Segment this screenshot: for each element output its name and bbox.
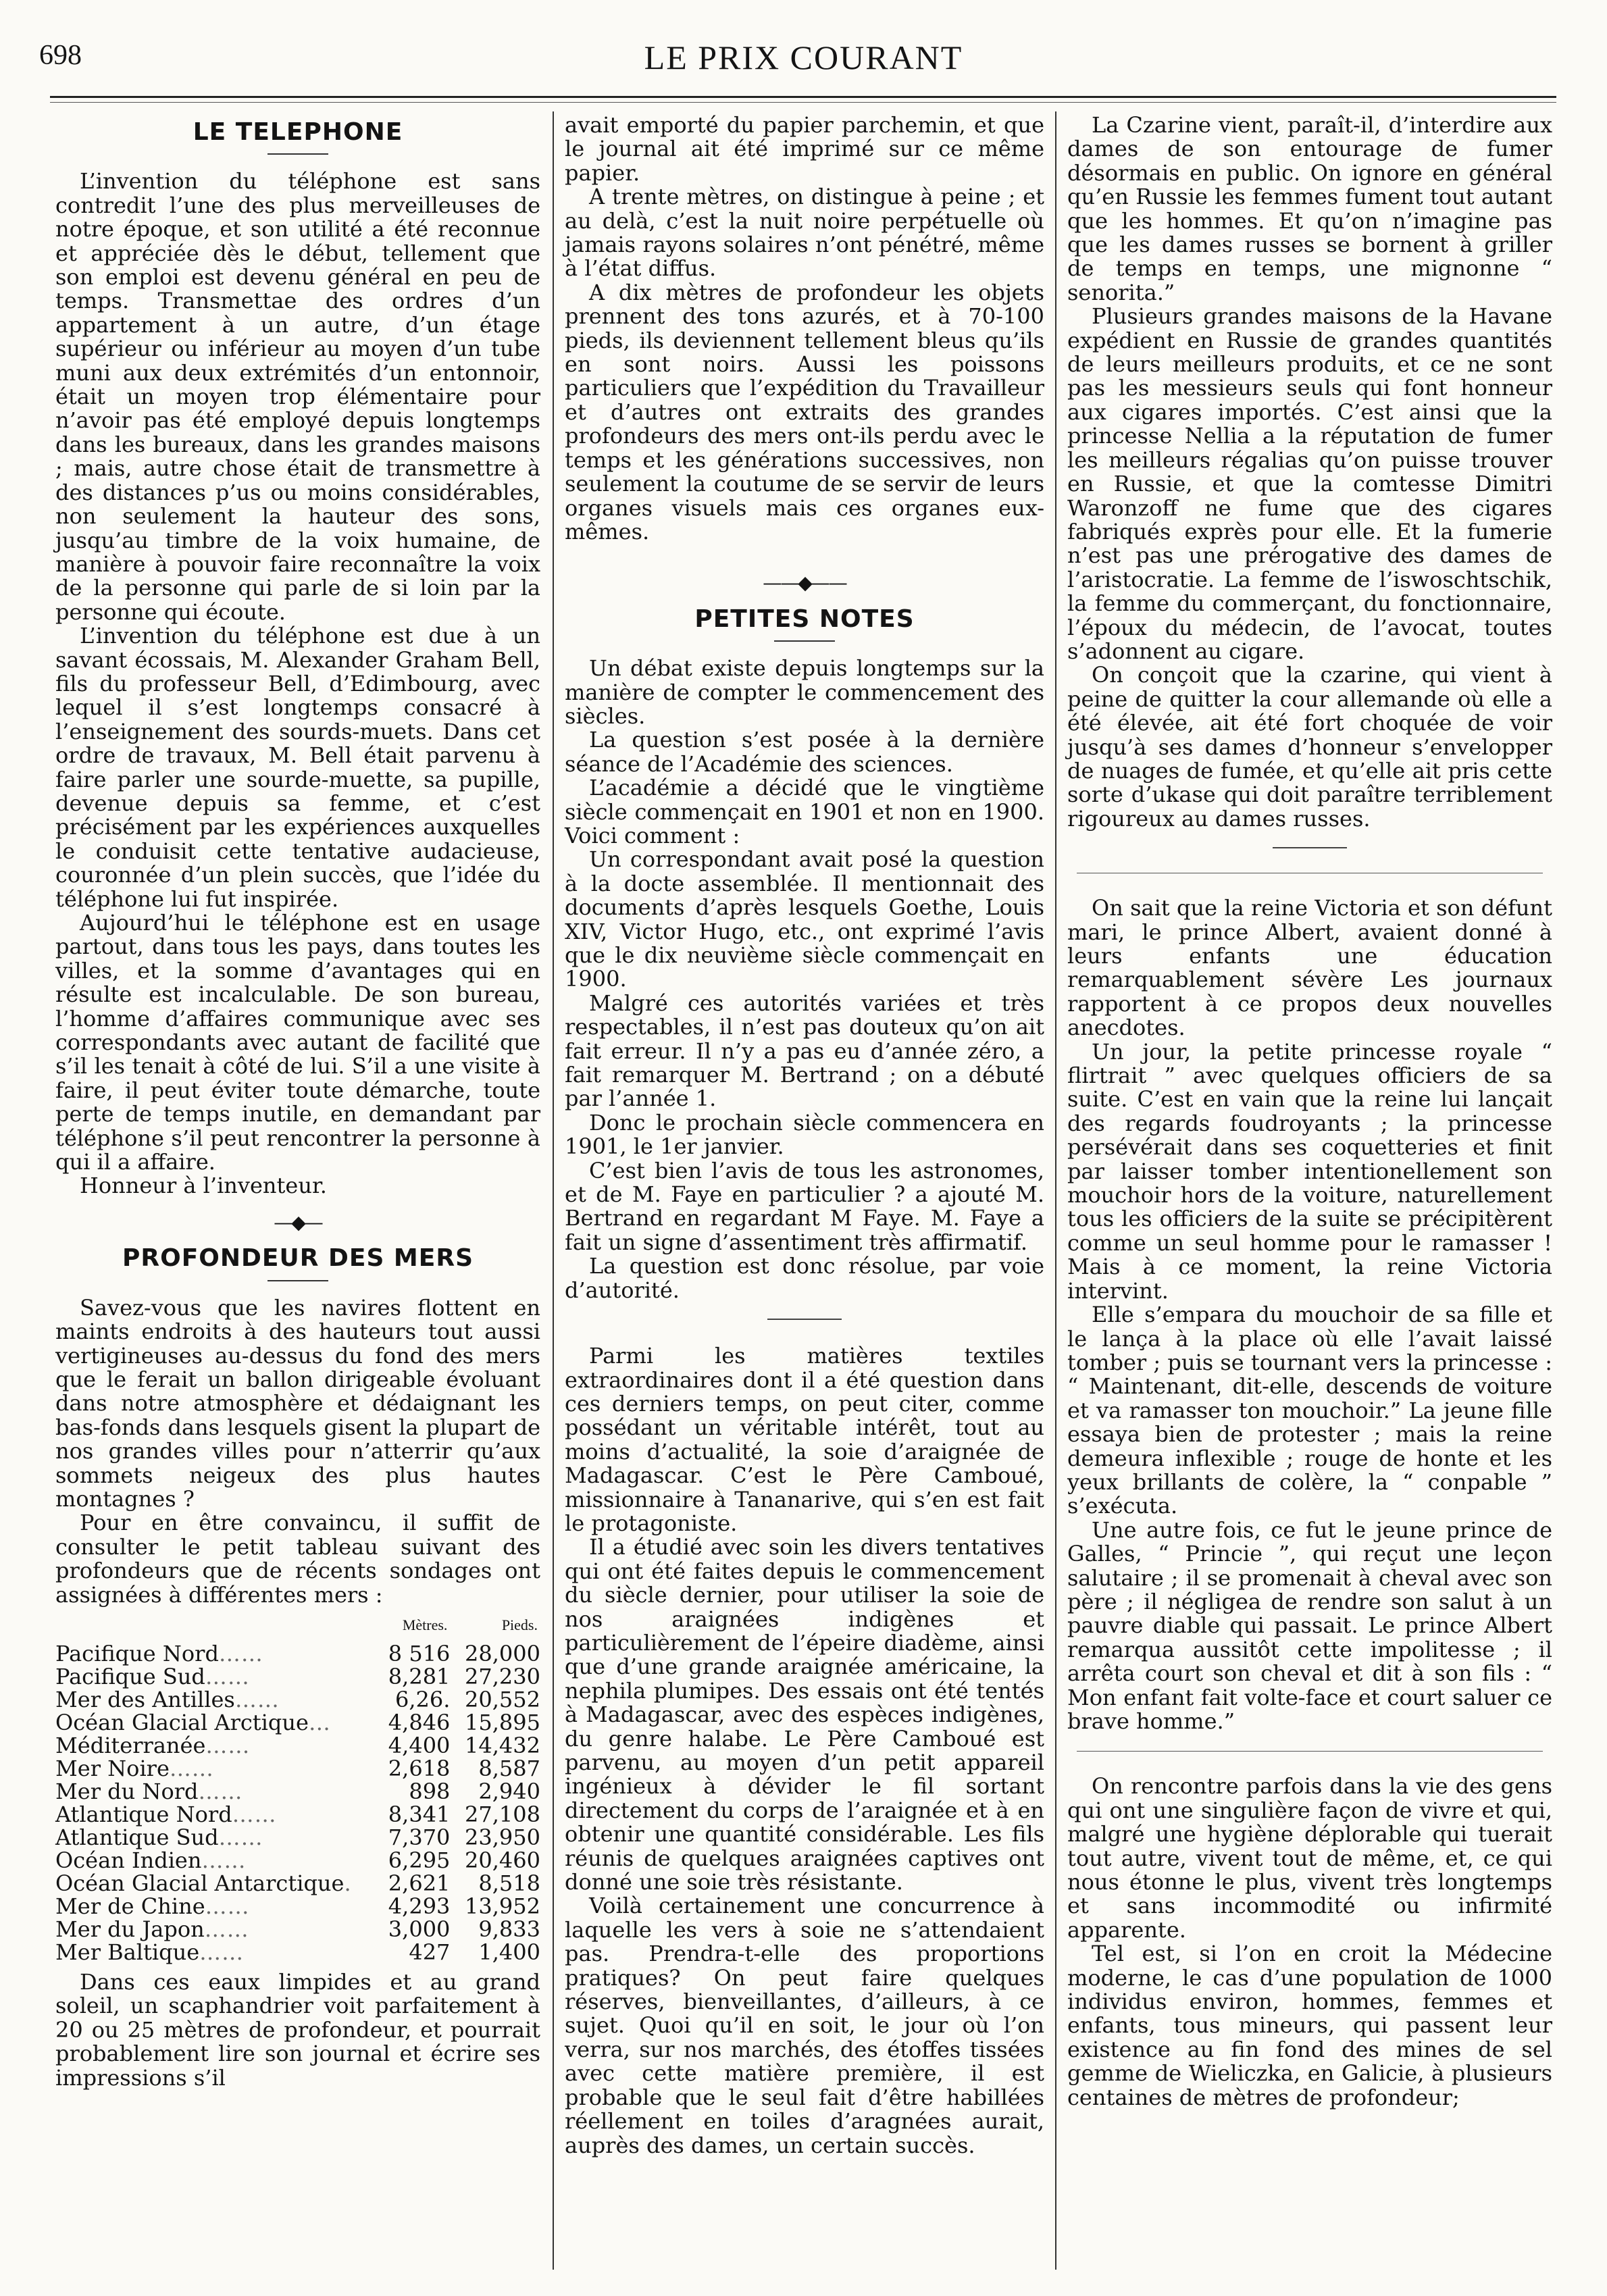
page-title: LE PRIX COURANT [644,39,963,76]
metres-value: 3,000 [388,1916,451,1942]
paragraph: Un jour, la petite princesse royale “ flirtrait ” avec quelques officiers de sa suite. C’est en vain que la reine lui lançait des regards foudroyants ; la princesse persévérait dans ses coquetteries et finit par laisser tomber intentionellement son mouchoir hors de la voiture, naturellement tous les officiers de la suite se précipitèrent comme un seul homme pour le ramasser ! Mais à ce moment, la reine Victoria intervint. [1067,1038,1552,1304]
pieds-value: 13,952 [465,1893,540,1919]
paragraph: Aujourd’hui le téléphone est en usage partout, dans tous les pays, dans toutes les villes, et la somme d’avantages qui en résulte est incalculable. De son bureau, l’homme d’affaires communique avec ses correspondants avec autant de facilité que s’il les tenait à côté de lui. S’il a une visite à faire, il peut éviter toute démarche, toute perte de temps inutile, en demandant par téléphone s’il peut rencontrer la personne à qui il a affaire. [55,910,540,1175]
header-rule [50,96,1556,98]
table-row: Méditerranée…… 4,400 14,432 [55,1732,540,1758]
column-header-pieds: Pieds. [501,1616,538,1633]
sea-name: Pacifique Nord [55,1640,219,1666]
metres-value: 4,400 [388,1732,451,1758]
sea-name: Océan Glacial Antarctique [55,1870,345,1896]
paragraph: Donc le prochain siècle commencera en 1901, le 1er janvier. [565,1109,1044,1160]
pieds-value: 8,587 [478,1755,540,1781]
sea-name: Mer des Antilles [55,1686,235,1712]
sea-name: Mer Baltique [55,1939,200,1965]
heading-dash [774,640,835,642]
sea-name: Méditerranée [55,1732,206,1758]
sea-name: Atlantique Sud [55,1824,219,1850]
section-rule [1077,1751,1542,1752]
heading-dash [267,1280,328,1281]
paragraph: Une autre fois, ce fut le jeune prince de Galles, “ Princie ”, qui reçut une leçon salutaire ; il se promenait à cheval avec son père ; il négligea de rendre son salut à un pauvre diable qui passait. Le prince Albert remarqua aussitôt cette impolitesse ; il arrêta court son cheval et dit à son fils : “ Mon enfant fait volte-face et court saluer ce brave homme.” [1067,1516,1552,1734]
metres-value: 4,846 [388,1709,451,1735]
paragraph: Tel est, si l’on en croit la Médecine moderne, le cas d’une population de 1000 individus environ, hommes, femmes et enfants, tous mineurs, qui passent leur existence au fin fond des mines de sel gemme de Wieliczka, en Galicie, à plusieurs centaines de mètres de profondeur; [1067,1941,1552,2110]
metres-value: 427 [409,1939,451,1965]
page-number: 698 [39,40,82,71]
paragraph: L’académie a décidé que le vingtième siècle commençait en 1901 et non en 1900. Voici comment : [565,775,1044,848]
paragraph: On sait que la reine Victoria et son défunt mari, le prince Albert, avaient donné à leurs enfants une éducation remarquablement sévère Les journaux rapportent à ce propos deux nouvelles anecdotes. [1067,895,1552,1041]
metres-value: 8,281 [388,1663,451,1689]
table-row: Atlantique Nord…… 8,341 27,108 [55,1801,540,1827]
metres-value: 7,370 [388,1824,451,1850]
section-heading-telephone: LE TELEPHONE [193,118,403,146]
paragraph: Honneur à l’inventeur. [80,1173,327,1199]
table-row: Pacifique Nord…… 8 516 28,000 [55,1640,540,1666]
ornament-separator: —◆— [274,1210,322,1233]
pieds-value: 9,833 [478,1916,540,1942]
paragraph: On conçoit que la czarine, qui vient à peine de quitter la cour allemande où elle a été élevée, ait été fort choquée de voir jusqu’à ses dames d’honneur s’envelopper de nuages de fumée, et qu’elle ait pris cette sorte d’ukase qui doit paraître terriblement rigoureux au dames russes. [1067,662,1552,832]
paragraph: Un correspondant avait posé la question à la docte assemblée. Il mentionnait des documents d’après lesquels Goethe, Louis XIV, Victor Hugo, etc., ont exprimé l’avis que le dix neuvième siècle commençait en 1900. [565,846,1044,992]
metres-value: 6,295 [388,1847,451,1873]
column-2 [565,113,1044,2158]
pieds-value: 28,000 [465,1640,540,1666]
paragraph: Un débat existe depuis longtemps sur la manière de compter le commencement des siècles. [565,655,1044,729]
paragraph: A dix mètres de profondeur les objets prennent des tons azurés, et à 70-100 pieds, ils deviennent tellement bleus qu’ils en sont noirs. Aussi les poissons particuliers que l’expédition du Travailleur et d’autres ont extraits des grandes profondeurs des mers ont-ils perdu avec le temps et les générations successives, non seulement la coutume de se servir de leurs organes visuels mais ces organes eux-mêmes. [565,279,1044,544]
pieds-value: 2,940 [478,1778,540,1804]
paragraph: Parmi les matières textiles extraordinaires dont il a été question dans ces derniers temps, on peut citer, comme possédant un véritable intérêt, tout au moins d’actualité, la soie d’araignée de Madagascar. C’est le Père Camboué, missionnaire à Tananarive, qui s’en est fait le protagoniste. [565,1343,1044,1536]
column-divider [1055,111,1056,2270]
pieds-value: 23,950 [465,1824,540,1850]
paragraph: La question est donc résolue, par voie d’autorité. [565,1253,1044,1303]
paragraph: La Czarine vient, paraît-il, d’interdire aux dames de son entourage de fumer désormais en public. On ignore en général qu’en Russie les femmes fument tout autant que les hommes. Et qu’on n’imagine pas que les dames russes se bornent à griller de temps en temps, une mignonne “ senorita.” [1067,112,1552,305]
sea-name: Océan Glacial Arctique [55,1709,309,1735]
pieds-value: 20,552 [465,1686,540,1712]
sea-name: Mer du Japon [55,1916,205,1942]
paragraph: Dans ces eaux limpides et au grand soleil, un scaphandrier voit parfaitement à 20 ou 25 mètres de profondeur, et pourrait probablement lire son journal et écrire ses impressions s’il [55,1968,540,2091]
pieds-value: 15,895 [465,1709,540,1735]
pieds-value: 20,460 [465,1847,540,1873]
paragraph: L’invention du téléphone est sans contredit l’une des plus merveilleuses de notre époque, et son utilité a été reconnue et appréciée dès le début, tellement que son emploi est devenu général en peu de temps. Transmettae des ordres d’un appartement à un autre, d’un étage supérieur ou inférieur au moyen d’un tube muni aux deux extrémités d’un entonnoir, était un moyen trop élémentaire pour n’avoir pas été employé depuis longtemps dans les bureaux, dans les grandes maisons ; mais, autre chose était de transmettre à des distances p’us ou moins considérables, non seulement la hauteur des sons, jusqu’au timbre de la voix humaine, de manière à pouvoir faire reconnaître la voix de la personne qui parle de si loin par la personne qui écoute. [55,168,540,625]
section-separator [767,1319,842,1320]
depth-table [55,1610,540,1964]
section-separator [1273,847,1347,848]
paragraph: Pour en être convaincu, il suffit de consulter le petit tableau suivant des profondeurs que de récents sondages ont assignées à différentes mers : [55,1510,540,1608]
paragraph: Savez-vous que les navires flottent en maints endroits à des hauteurs tout aussi vertigineuses au-dessus du fond des mers que le ferait un ballon dirigeable évoluant dans notre atmosphère et dédaignant les bas-fonds dans lesquels gisent la plupart de nos grandes villes pour n’atterrir qu’aux sommets neigeux des plus hautes montagnes ? [55,1294,540,1512]
column-header-metres: Mètres. [402,1616,448,1633]
sea-name: Océan Indien [55,1847,202,1873]
table-row: Océan Glacial Arctique… 4,846 15,895 [55,1709,540,1735]
column-divider [553,111,554,2270]
pieds-value: 8,518 [478,1870,540,1896]
sea-name: Pacifique Sud [55,1663,205,1689]
metres-value: 8,341 [388,1801,451,1827]
section-heading-profondeur: PROFONDEUR DES MERS [122,1244,474,1273]
table-row: Mer du Nord…… 898 2,940 [55,1778,540,1804]
metres-value: 2,621 [388,1870,451,1896]
metres-value: 6,26. [394,1686,451,1712]
table-header-row [55,1610,540,1642]
table-row: Pacifique Sud…… 8,281 27,230 [55,1663,540,1689]
header-rule-thin [50,102,1556,103]
table-row: Océan Indien…… 6,295 20,460 [55,1847,540,1873]
table-row: Mer Baltique…… 427 1,400 [55,1939,540,1965]
paragraph: avait emporté du papier parchemin, et que le journal ait été imprimé sur ce même papier. [565,112,1044,186]
paragraph: Malgré ces autorités variées et très respectables, il n’est pas douteux qu’on ait fait erreur. Il n’y a pas eu d’année zéro, a fait remarquer M. Bertrand ; on a débuté par l’année 1. [565,990,1044,1112]
paragraph: On rencontre parfois dans la vie des gens qui ont une singulière façon de vivre et qui, malgré une hygiène déplorable qui tuerait tout autre, vivent tout de même, et, ce qui nous étonne le plus, vivent très longtemps et sans incommodité ou infirmité apparente. [1067,1773,1552,1943]
pieds-value: 27,230 [465,1663,540,1689]
paragraph: L’invention du téléphone est due à un savant écossais, M. Alexander Graham Bell, fils du professeur Bell, d’Edimbourg, avec lequel il s’est longtemps consacré à l’enseignement des sourds-muets. Dans cet ordre de travaux, M. Bell était parvenu à faire parler une sourde-muette, sa pupille, devenue depuis sa femme, et c’est précisément par les expériences auxquelles le conduisit cette tentative audacieuse, couronnée d’un plein succès, que l’idée du téléphone lui fut inspirée. [55,623,540,912]
metres-value: 8 516 [388,1640,451,1666]
pieds-value: 14,432 [465,1732,540,1758]
paragraph: Elle s’empara du mouchoir de sa fille et le lança à la place où elle l’avait laissé tomber ; puis se tournant vers la princesse : “ Maintenant, dit-elle, descends de voiture et va ramasser ton mouchoir.” La jeune fille essaya bien de protester ; mais la reine demeura inflexible ; rouge de honte et les yeux brillants de colère, la “ conpable ” s’exécuta. [1067,1302,1552,1519]
pieds-value: 27,108 [465,1801,540,1827]
table-row: Mer Noire…… 2,618 8,587 [55,1755,540,1781]
metres-value: 4,293 [388,1893,451,1919]
table-row: Atlantique Sud…… 7,370 23,950 [55,1824,540,1850]
sea-name: Mer de Chine [55,1893,205,1919]
pieds-value: 1,400 [478,1939,540,1965]
paragraph: C’est bien l’avis de tous les astronomes, et de M. Faye en particulier ? a ajouté M. Bertrand en regardant M Faye. M. Faye a fait un signe d’assentiment très affirmatif. [565,1157,1044,1255]
table-row: Mer du Japon…… 3,000 9,833 [55,1916,540,1942]
column-3 [1067,113,1552,2110]
sea-name: Mer du Nord [55,1778,199,1804]
paragraph: La question s’est posée à la dernière séance de l’Académie des sciences. [565,727,1044,777]
ornament-separator: ——◆—— [763,571,846,594]
metres-value: 898 [409,1778,451,1804]
metres-value: 2,618 [388,1755,451,1781]
paragraph: Voilà certainement une concurrence à laquelle les vers à soie ne s’attendaient pas. Prendra-t-elle des proportions pratiques? On peut faire quelques réserves, bienveillantes, d’ailleurs, à ce sujet. Quoi qu’il en soit, le jour où l’on verra, sur nos marchés, des étoffes tissées avec cette matière première, il est probable que le seul fait d’être habillées réellement en toiles d’aragnées aurait, auprès des dames, un certain succès. [565,1893,1044,2158]
paragraph: Il a étudié avec soin les divers tentatives qui ont été faites depuis le commencement du siècle dernier, pour utiliser la soie de nos araignées indigènes et particulièrement de l’épeire diadème, ainsi que d’une grande araignée américaine, la nephila plumipes. Des essais ont été tentés à Madagascar, avec des espèces indigènes, du genre halabe. Le Père Camboué est parvenu, au moyen d’un petit appareil ingénieux à dévider le fil sortant directement du corps de l’araignée et à en obtenir une quantité considérable. Les fils réunis de quelques araignées captives ont donné une soie très résistante. [565,1534,1044,1895]
section-heading-petites-notes: PETITES NOTES [694,605,915,633]
paragraph: A trente mètres, on distingue à peine ; et au delà, c’est la nuit noire perpétuelle où jamais rayons solaires n’ont pénétré, même à l’état diffus. [565,184,1044,282]
sea-name: Mer Noire [55,1755,170,1781]
heading-dash [267,153,328,155]
sea-name: Atlantique Nord [55,1801,232,1827]
column-1 [55,113,540,2090]
table-row: Océan Glacial Antarctique. 2,621 8,518 [55,1870,540,1896]
paragraph: Plusieurs grandes maisons de la Havane expédient en Russie de grandes quantités de leurs meilleurs produits, et ce ne sont pas les messieurs seuls qui font honneur aux cigares importés. C’est ainsi que la princesse Nellia a la réputation de fumer les meilleurs régalias qu’on puisse trouver en Russie, et que la comtesse Dimitri Waronzoff ne fume que des cigares fabriqués exprès pour elle. Et la fumerie n’est pas une prérogative des dames de l’aristocratie. La femme de l’iswoschtschik, la femme du commerçant, du fonctionnaire, l’époux du médecin, de l’avocat, toutes s’adonnent au cigare. [1067,303,1552,664]
table-row: Mer de Chine…… 4,293 13,952 [55,1893,540,1919]
table-row: Mer des Antilles…… 6,26. 20,552 [55,1686,540,1712]
